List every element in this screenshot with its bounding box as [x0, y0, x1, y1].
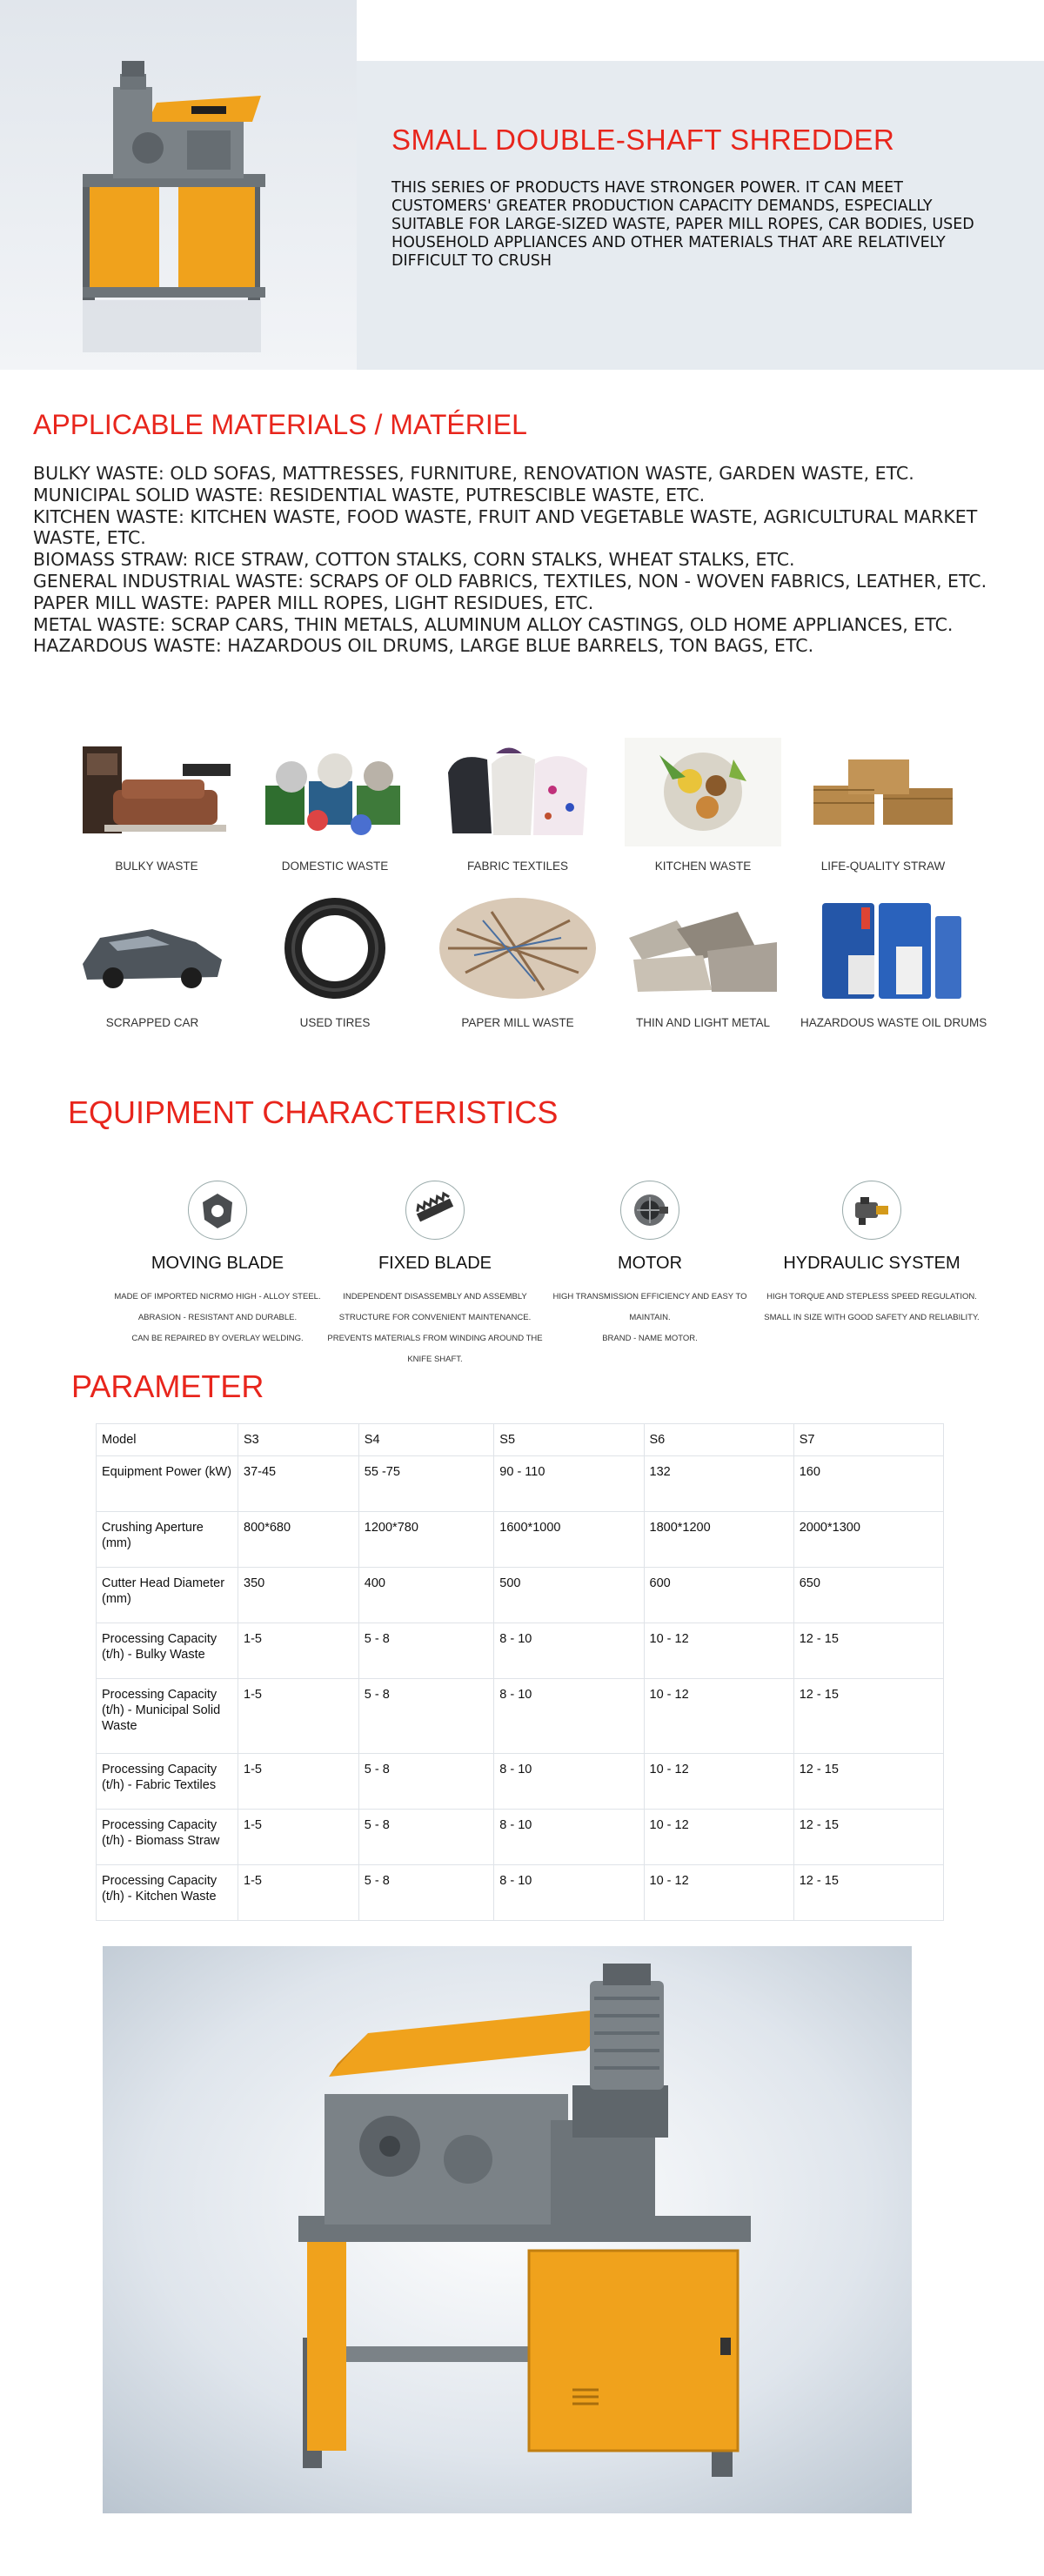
- table-cell: 1200*780: [358, 1512, 494, 1568]
- materials-list: [33, 463, 1016, 657]
- table-row: [97, 1568, 944, 1623]
- table-cell: 12 - 15: [793, 1679, 943, 1754]
- table-cell: 10 - 12: [644, 1865, 793, 1921]
- table-row: [97, 1456, 944, 1512]
- table-cell: 350: [238, 1568, 359, 1623]
- table-cell: 5 - 8: [358, 1810, 494, 1865]
- table-cell: 132: [644, 1456, 793, 1512]
- table-header-cell: S3: [238, 1424, 359, 1456]
- page-title: SMALL DOUBLE-SHAFT SHREDDER: [392, 124, 895, 156]
- gallery-caption: KITCHEN WASTE: [654, 860, 752, 873]
- paper-mill-waste-photo-icon: [439, 894, 596, 1003]
- table-cell: 10 - 12: [644, 1679, 793, 1754]
- material-item: KITCHEN WASTE: KITCHEN WASTE, FOOD WASTE, FRUIT AND VEGETABLE WASTE, AGRICULTURAL MARKET WASTE, ETC.: [33, 505, 978, 549]
- table-cell: 1-5: [238, 1623, 359, 1679]
- scrapped-car-photo-icon: [74, 894, 231, 1003]
- gallery-caption: USED TIRES: [299, 1016, 371, 1029]
- table-cell: Processing Capacity (t/h) - Municipal Solid Waste: [97, 1679, 238, 1754]
- thin-metal-photo-icon: [625, 894, 781, 1003]
- table-cell: 10 - 12: [644, 1754, 793, 1810]
- hero-product-image: [0, 0, 357, 370]
- table-cell: 5 - 8: [358, 1865, 494, 1921]
- table-header-cell: S4: [358, 1424, 494, 1456]
- gallery-caption: THIN AND LIGHT METAL: [635, 1016, 771, 1029]
- material-item: BULKY WASTE: OLD SOFAS, MATTRESSES, FURNITURE, RENOVATION WASTE, GARDEN WASTE, ETC.: [33, 463, 914, 484]
- material-item: METAL WASTE: SCRAP CARS, THIN METALS, ALUMINUM ALLOY CASTINGS, OLD HOME APPLIANCES, ETC.: [33, 613, 954, 635]
- gallery-caption: DOMESTIC WASTE: [281, 860, 389, 873]
- table-header-cell: S6: [644, 1424, 793, 1456]
- table-cell: 8 - 10: [494, 1754, 644, 1810]
- table-header-row: [97, 1424, 944, 1456]
- table-cell: 1600*1000: [494, 1512, 644, 1568]
- table-cell: 1800*1200: [644, 1512, 793, 1568]
- table-cell: 8 - 10: [494, 1679, 644, 1754]
- table-cell: 5 - 8: [358, 1623, 494, 1679]
- straw-bale-photo-icon: [805, 738, 961, 846]
- material-item: GENERAL INDUSTRIAL WASTE: SCRAPS OF OLD FABRICS, TEXTILES, NON - WOVEN FABRICS, LEATHER, ETC.: [33, 570, 987, 592]
- material-item: BIOMASS STRAW: RICE STRAW, COTTON STALKS, CORN STALKS, WHEAT STALKS, ETC.: [33, 549, 795, 571]
- table-cell: Cutter Head Diameter (mm): [97, 1568, 238, 1623]
- table-cell: 650: [793, 1568, 943, 1623]
- feature-name: FIXED BLADE: [378, 1254, 492, 1273]
- table-cell: 160: [793, 1456, 943, 1512]
- used-tire-photo-icon: [257, 894, 413, 1003]
- table-cell: Processing Capacity (t/h) - Biomass Straw: [97, 1810, 238, 1865]
- bulky-waste-photo-icon: [78, 738, 235, 846]
- equipment-heading: EQUIPMENT CHARACTERISTICS: [68, 1094, 559, 1130]
- table-cell: 1-5: [238, 1810, 359, 1865]
- table-cell: 2000*1300: [793, 1512, 943, 1568]
- table-cell: 12 - 15: [793, 1754, 943, 1810]
- table-row: [97, 1623, 944, 1679]
- feature-name: MOVING BLADE: [151, 1254, 284, 1273]
- feature-description: HIGH TORQUE AND STEPLESS SPEED REGULATION. SMALL IN SIZE WITH GOOD SAFETY AND RELIABILITY.: [764, 1292, 980, 1322]
- table-cell: 800*680: [238, 1512, 359, 1568]
- gallery-caption: BULKY WASTE: [115, 860, 198, 873]
- feature-description: HIGH TRANSMISSION EFFICIENCY AND EASY TO MAINTAIN. BRAND - NAME MOTOR.: [552, 1292, 747, 1343]
- table-header-cell: Model: [97, 1424, 238, 1456]
- materials-heading: APPLICABLE MATERIALS / MATÉRIEL: [33, 409, 527, 440]
- material-item: MUNICIPAL SOLID WASTE: RESIDENTIAL WASTE, PUTRESCIBLE WASTE, ETC.: [33, 484, 706, 505]
- feature-name: HYDRAULIC SYSTEM: [783, 1254, 960, 1273]
- table-cell: 1-5: [238, 1865, 359, 1921]
- table-row: [97, 1810, 944, 1865]
- table-cell: 10 - 12: [644, 1810, 793, 1865]
- table-cell: 5 - 8: [358, 1679, 494, 1754]
- table-header-cell: S5: [494, 1424, 644, 1456]
- table-cell: Processing Capacity (t/h) - Bulky Waste: [97, 1623, 238, 1679]
- feature-name: MOTOR: [617, 1254, 683, 1273]
- parameter-table: [96, 1423, 944, 1921]
- motor-icon: [620, 1181, 679, 1240]
- table-cell: 1-5: [238, 1679, 359, 1754]
- table-cell: 400: [358, 1568, 494, 1623]
- table-cell: 12 - 15: [793, 1623, 943, 1679]
- oil-drums-photo-icon: [809, 894, 966, 1003]
- gallery-caption: FABRIC TEXTILES: [466, 860, 569, 873]
- table-cell: 90 - 110: [494, 1456, 644, 1512]
- table-cell: 37-45: [238, 1456, 359, 1512]
- hydraulic-system-icon: [842, 1181, 901, 1240]
- shredder-machine-icon: [0, 0, 357, 370]
- kitchen-waste-photo-icon: [625, 738, 781, 846]
- feature-description: MADE OF IMPORTED NICRMO HIGH - ALLOY STEEL. ABRASION - RESISTANT AND DURABLE. CAN BE REPAIRED BY OVERLAY WELDING.: [114, 1292, 321, 1343]
- bottom-product-image: [103, 1946, 912, 2513]
- gallery-caption: LIFE-QUALITY STRAW: [820, 860, 946, 873]
- material-item: HAZARDOUS WASTE: HAZARDOUS OIL DRUMS, LARGE BLUE BARRELS, TON BAGS, ETC.: [33, 635, 814, 657]
- fabric-textiles-photo-icon: [439, 738, 596, 846]
- table-cell: 12 - 15: [793, 1810, 943, 1865]
- table-cell: 8 - 10: [494, 1810, 644, 1865]
- table-header-cell: S7: [793, 1424, 943, 1456]
- parameter-heading: PARAMETER: [71, 1368, 264, 1404]
- table-cell: Crushing Aperture (mm): [97, 1512, 238, 1568]
- table-cell: 500: [494, 1568, 644, 1623]
- gallery-caption: SCRAPPED CAR: [105, 1016, 199, 1029]
- gallery-caption: PAPER MILL WASTE: [461, 1016, 574, 1029]
- table-row: [97, 1754, 944, 1810]
- table-cell: 55 -75: [358, 1456, 494, 1512]
- table-cell: Processing Capacity (t/h) - Fabric Textiles: [97, 1754, 238, 1810]
- table-cell: 12 - 15: [793, 1865, 943, 1921]
- table-cell: Equipment Power (kW): [97, 1456, 238, 1512]
- material-item: PAPER MILL WASTE: PAPER MILL ROPES, LIGHT RESIDUES, ETC.: [33, 592, 594, 613]
- table-row: [97, 1865, 944, 1921]
- table-cell: 5 - 8: [358, 1754, 494, 1810]
- shredder-machine-large-icon: [103, 1946, 912, 2513]
- feature-description: INDEPENDENT DISASSEMBLY AND ASSEMBLY STRUCTURE FOR CONVENIENT MAINTENANCE. PREVENTS MATERIALS FROM WINDING AROUND THE KNIFE SHAFT.: [327, 1292, 543, 1364]
- gallery-caption: HAZARDOUS WASTE OIL DRUMS: [800, 1016, 987, 1029]
- table-row: [97, 1512, 944, 1568]
- table-cell: 8 - 10: [494, 1865, 644, 1921]
- table-cell: 10 - 12: [644, 1623, 793, 1679]
- table-cell: 1-5: [238, 1754, 359, 1810]
- table-cell: 8 - 10: [494, 1623, 644, 1679]
- table-cell: Processing Capacity (t/h) - Kitchen Waste: [97, 1865, 238, 1921]
- fixed-blade-icon: [405, 1181, 465, 1240]
- moving-blade-icon: [188, 1181, 247, 1240]
- hero-description: THIS SERIES OF PRODUCTS HAVE STRONGER POWER. IT CAN MEET CUSTOMERS' GREATER PRODUCTION CAPACITY DEMANDS, ESPECIALLY SUITABLE FOR LARGE-SIZED WASTE, PAPER MILL ROPES, CAR BODIES, USED HOUSEHOLD APPLIANCES AND OTHER MATERIALS THAT ARE RELATIVELY DIFFICULT TO CRUSH: [392, 179, 974, 270]
- table-cell: 600: [644, 1568, 793, 1623]
- table-row: [97, 1679, 944, 1754]
- domestic-waste-photo-icon: [257, 738, 413, 846]
